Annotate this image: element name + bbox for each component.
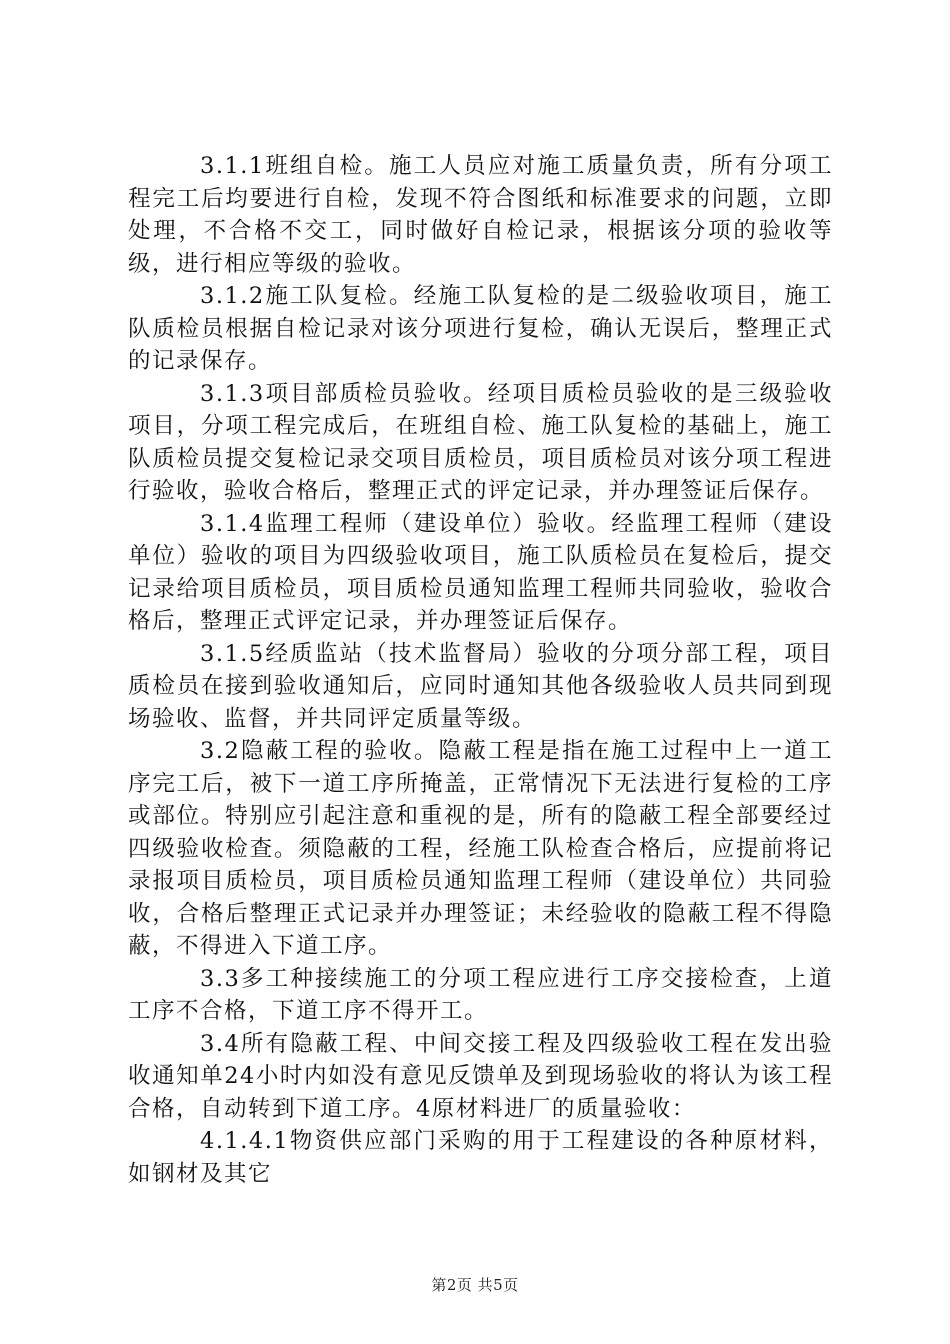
paragraph-3-1-2: 3.1.2施工队复检。经施工队复检的是二级验收项目，施工队质检员根据自检记录对该分项进行复检，确认无误后，整理正式的记录保存。 <box>128 283 833 374</box>
paragraph-3-1-5: 3.1.5经质监站（技术监督局）验收的分项分部工程，项目质检员在接到验收通知后，应同时通知其他各级验收人员共同到现场验收、监督，并共同评定质量等级。 <box>128 640 833 732</box>
paragraph-3-1-3: 3.1.3项目部质检员验收。经项目质检员验收的是三级验收项目，分项工程完成后，在班组自检、施工队复检的基础上，施工队质检员提交复检记录交项目质检员，项目质检员对该分项工程进行验收，验收合格后，整理正式的评定记录，并办理签证后保存。 <box>128 380 833 504</box>
document-body <box>128 150 833 1190</box>
page-number-footer: 第2页 共5页 <box>431 1276 519 1294</box>
paragraph-3-1-4: 3.1.4监理工程师（建设单位）验收。经监理工程师（建设单位）验收的项目为四级验收项目，施工队质检员在复检后，提交记录给项目质检员，项目质检员通知监理工程师共同验收，验收合格后，整理正式评定记录，并办理签证后保存。 <box>128 510 833 634</box>
paragraph-4-1-4-1: 4.1.4.1物资供应部门采购的用于工程建设的各种原材料，如钢材及其它 <box>128 1128 833 1187</box>
paragraph-3-4: 3.4所有隐蔽工程、中间交接工程及四级验收工程在发出验收通知单24小时内如没有意见反馈单及到现场验收的将认为该工程合格，自动转到下道工序。4原材料进厂的质量验收： <box>128 1030 833 1122</box>
paragraph-3-1-1: 3.1.1班组自检。施工人员应对施工质量负责，所有分项工程完工后均要进行自检，发现不符合图纸和标准要求的问题，立即处理，不合格不交工，同时做好自检记录，根据该分项的验收等级，进行相应等级的验收。 <box>128 153 833 277</box>
paragraph-3-3: 3.3多工种接续施工的分项工程应进行工序交接检查，上道工序不合格，下道工序不得开工。 <box>128 965 833 1024</box>
paragraph-3-2: 3.2隐蔽工程的验收。隐蔽工程是指在施工过程中上一道工序完工后，被下一道工序所掩盖，正常情况下无法进行复检的工序或部位。特别应引起注意和重视的是，所有的隐蔽工程全部要经过四级验收检查。须隐蔽的工程，经施工队检查合格后，应提前将记录报项目质检员，项目质检员通知监理工程师（建设单位）共同验收，合格后整理正式记录并办理签证；未经验收的隐蔽工程不得隐蔽，不得进入下道工序。 <box>128 738 833 959</box>
